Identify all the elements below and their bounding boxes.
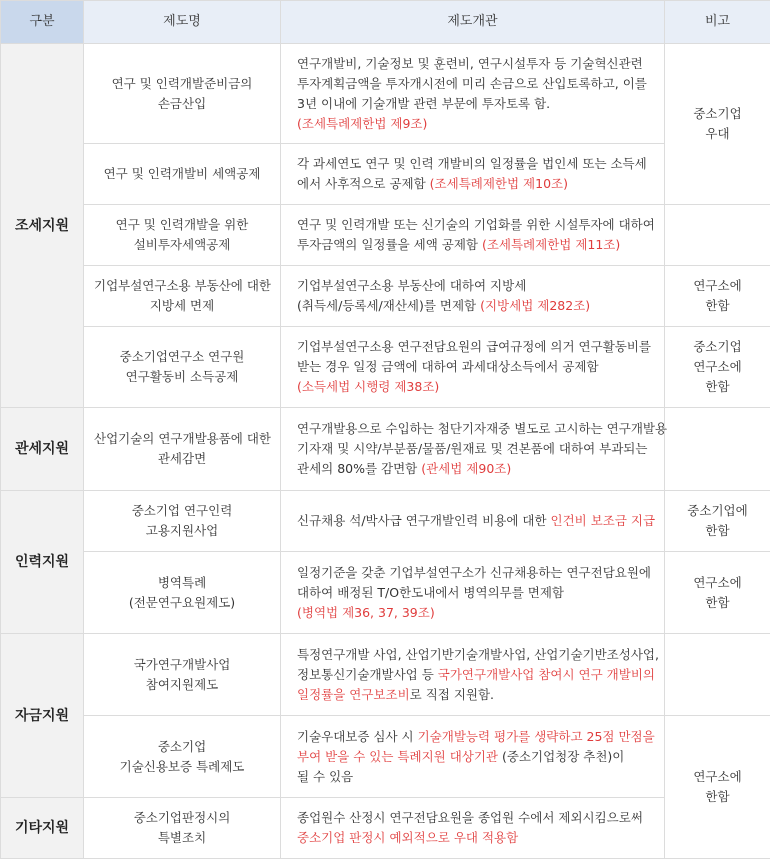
table-row [1, 491, 770, 552]
overview-text: 기술우대보증 심사 시 [297, 728, 418, 744]
note-cell [665, 44, 770, 205]
note-cell [665, 327, 770, 408]
text-line: 병역특례 [157, 574, 207, 590]
note-cell [665, 491, 770, 552]
overview-line [297, 727, 654, 747]
program-overview [281, 327, 665, 408]
overview-text: 각 과세연도 연구 및 인력 개발비의 일정률을 법인세 또는 소득세 [297, 156, 647, 171]
program-name [84, 716, 281, 798]
highlighted-text: (조세특례제한법 제11조) [481, 237, 621, 252]
overview-line [297, 459, 654, 479]
overview-line [297, 583, 654, 603]
text-line: 연구소에 [693, 359, 742, 374]
text-line: 국가연구개발사업 [133, 656, 231, 672]
overview-text: 신규채용 석/박사급 연구개발인력 비용에 대한 [297, 513, 551, 528]
program-name [84, 205, 281, 266]
overview-text: 기업부설연구소용 부동산에 대하여 지방세 [297, 278, 527, 293]
overview-line [297, 563, 654, 583]
table-row [1, 144, 770, 205]
text-line: 중소기업연구소 연구원 [119, 349, 245, 364]
note-cell [665, 716, 770, 859]
text-line: 한함 [705, 594, 730, 610]
overview-line [297, 276, 654, 296]
category-customs: 관세지원 [1, 408, 84, 491]
text-line: 연구소에 [693, 769, 742, 784]
overview-line [297, 747, 654, 767]
overview-line [297, 114, 654, 134]
program-name [84, 634, 281, 716]
program-name [84, 144, 281, 205]
text-line: 연구소에 [693, 278, 742, 293]
table-row [1, 266, 770, 327]
text-line: 기업부설연구소용 부동산에 대한 [94, 278, 271, 293]
overview-line [297, 767, 654, 787]
text-line: 한함 [705, 298, 730, 313]
program-overview [281, 44, 665, 144]
overview-line [297, 377, 654, 397]
note-cell-empty [665, 634, 770, 716]
highlighted-text: (조세특례제한법 제9조) [297, 115, 428, 131]
text-line: 한함 [705, 789, 730, 804]
overview-line [297, 685, 654, 705]
highlighted-text: 인건비 보조금 지급 [550, 513, 656, 528]
overview-text: 기자재 및 시약/부분품/물품/원재료 및 견본품에 대하여 부과되는 [297, 441, 648, 456]
text-line: 연구 및 인력개발을 위한 [115, 217, 249, 232]
overview-text: 기업부설연구소용 연구전담요원의 급여규정에 의거 연구활동비를 [297, 339, 651, 354]
table-row [1, 205, 770, 266]
overview-line [297, 603, 654, 623]
overview-text: 정보통신기술개발사업 등 [297, 666, 438, 682]
overview-line [297, 296, 654, 316]
overview-line [297, 439, 654, 459]
note-cell-empty [665, 408, 770, 491]
text-line: 기술신용보증 특례제도 [119, 758, 245, 774]
table-row [1, 552, 770, 634]
program-overview [281, 798, 665, 859]
overview-text: 대하여 배정된 T/O한도내에서 병역의무를 면제함 [297, 584, 565, 600]
overview-text: 관세의 80%를 감면함 [297, 461, 422, 476]
overview-text: (중소기업청장 추천)이 [498, 748, 625, 764]
highlighted-text: 부여 받을 수 있는 특례지원 대상기관 [297, 748, 498, 764]
header-overview: 제도개관 [281, 1, 665, 44]
overview-text: 될 수 있음 [297, 768, 354, 784]
text-line: (전문연구요원제도) [128, 594, 236, 610]
text-line: 손금산입 [157, 95, 207, 111]
overview-text: 받는 경우 일정 금액에 대하여 과세대상소득에서 공제함 [297, 359, 599, 374]
program-overview [281, 205, 665, 266]
program-overview [281, 552, 665, 634]
text-line: 중소기업판정시의 [133, 810, 231, 825]
program-overview [281, 144, 665, 205]
highlighted-text: (조세특례제한법 제10조) [429, 176, 568, 191]
text-line: 중소기업 [157, 738, 207, 754]
overview-line [297, 215, 654, 235]
program-name [84, 44, 281, 144]
highlighted-text: (지방세법 제282조) [480, 298, 591, 313]
header-note: 비고 [665, 1, 770, 44]
program-overview [281, 266, 665, 327]
overview-text: 연구개발용으로 수입하는 첨단기자재중 별도로 고시하는 연구개발용 [297, 421, 668, 436]
overview-text: 일정기준을 갖춘 기업부설연구소가 신규채용하는 연구전담요원에 [297, 564, 651, 580]
note-cell [665, 266, 770, 327]
program-name [84, 798, 281, 859]
text-line: 고용지원사업 [145, 523, 219, 538]
table-row [1, 716, 770, 798]
overview-line [297, 74, 654, 94]
overview-text: 3년 이내에 기술개발 관련 부문에 투자토록 함. [297, 95, 551, 111]
program-overview [281, 716, 665, 798]
program-overview [281, 491, 665, 552]
highlighted-text: 일정률을 연구보조비 [297, 686, 410, 702]
text-line: 산업기술의 연구개발용품에 대한 [94, 431, 271, 446]
overview-line [297, 174, 654, 194]
text-line: 중소기업 [693, 106, 742, 121]
table-row [1, 327, 770, 408]
category-tax: 조세지원 [1, 44, 84, 408]
overview-line [297, 511, 654, 531]
header-name: 제도명 [84, 1, 281, 44]
text-line: 우대 [705, 126, 730, 141]
overview-line [297, 645, 659, 665]
overview-text: (취득세/등록세/재산세)를 면제함 [297, 298, 481, 313]
highlighted-text: 기술개발능력 평가를 생략하고 25점 만점을 [417, 728, 655, 744]
table-row [1, 408, 770, 491]
highlighted-text: (소득세법 시행령 제38조) [297, 379, 440, 394]
overview-text: 투자금액의 일정률을 세액 공제함 [297, 237, 482, 252]
program-name [84, 327, 281, 408]
overview-line [297, 54, 654, 74]
overview-line [297, 665, 654, 685]
highlighted-text: 국가연구개발사업 참여시 연구 개발비의 [437, 666, 655, 682]
text-line: 연구 및 인력개발비 세액공제 [103, 166, 261, 181]
note-cell-empty [665, 205, 770, 266]
text-line: 참여지원제도 [145, 676, 219, 692]
text-line: 연구소에 [693, 574, 742, 590]
overview-text: 로 직접 지원함. [409, 686, 495, 702]
table-header-row [1, 1, 770, 44]
table-row [1, 798, 770, 859]
highlighted-text: (관세법 제90조) [421, 461, 512, 476]
overview-line [297, 419, 668, 439]
text-line: 연구활동비 소득공제 [125, 369, 239, 384]
header-category: 구분 [1, 1, 84, 44]
highlighted-text: (병역법 제36, 37, 39조) [297, 604, 435, 620]
category-hr: 인력지원 [1, 491, 84, 634]
text-line: 중소기업 연구인력 [131, 503, 233, 518]
text-line: 연구 및 인력개발준비금의 [111, 75, 253, 91]
text-line: 한함 [705, 379, 730, 394]
overview-line [297, 94, 654, 114]
overview-text: 연구개발비, 기술정보 및 훈련비, 연구시설투자 등 기술혁신관련 [297, 55, 643, 71]
program-name [84, 408, 281, 491]
note-cell [665, 552, 770, 634]
table-row [1, 634, 770, 716]
text-line: 중소기업에 [687, 503, 748, 518]
overview-text: 에서 사후적으로 공제함 [297, 176, 430, 191]
overview-line [297, 828, 654, 848]
program-name [84, 266, 281, 327]
table-row [1, 44, 770, 144]
highlighted-text: 중소기업 판정시 예외적으로 우대 적용함 [297, 830, 519, 845]
category-etc: 기타지원 [1, 798, 84, 859]
overview-line [297, 808, 654, 828]
text-line: 설비투자세액공제 [133, 237, 231, 252]
text-line: 한함 [705, 523, 730, 538]
category-fund: 자금지원 [1, 634, 84, 798]
program-name [84, 552, 281, 634]
text-line: 특별조치 [157, 830, 207, 845]
overview-line [297, 154, 654, 174]
program-overview [281, 634, 665, 716]
program-name [84, 491, 281, 552]
overview-line [297, 235, 654, 255]
overview-text: 특정연구개발 사업, 산업기반기술개발사업, 산업기술기반조성사업, [297, 646, 659, 662]
text-line: 관세감면 [157, 451, 207, 466]
program-overview [281, 408, 668, 491]
overview-text: 종업원수 산정시 연구전담요원을 종업원 수에서 제외시킴으로써 [297, 810, 643, 825]
overview-line [297, 357, 654, 377]
overview-text: 투자계획금액을 투자개시전에 미리 손금으로 산입토록하고, 이를 [297, 75, 647, 91]
text-line: 중소기업 [693, 339, 742, 354]
overview-text: 연구 및 인력개발 또는 신기술의 기업화를 위한 시설투자에 대하여 [297, 217, 655, 232]
overview-line [297, 337, 654, 357]
text-line: 지방세 면제 [149, 298, 215, 313]
